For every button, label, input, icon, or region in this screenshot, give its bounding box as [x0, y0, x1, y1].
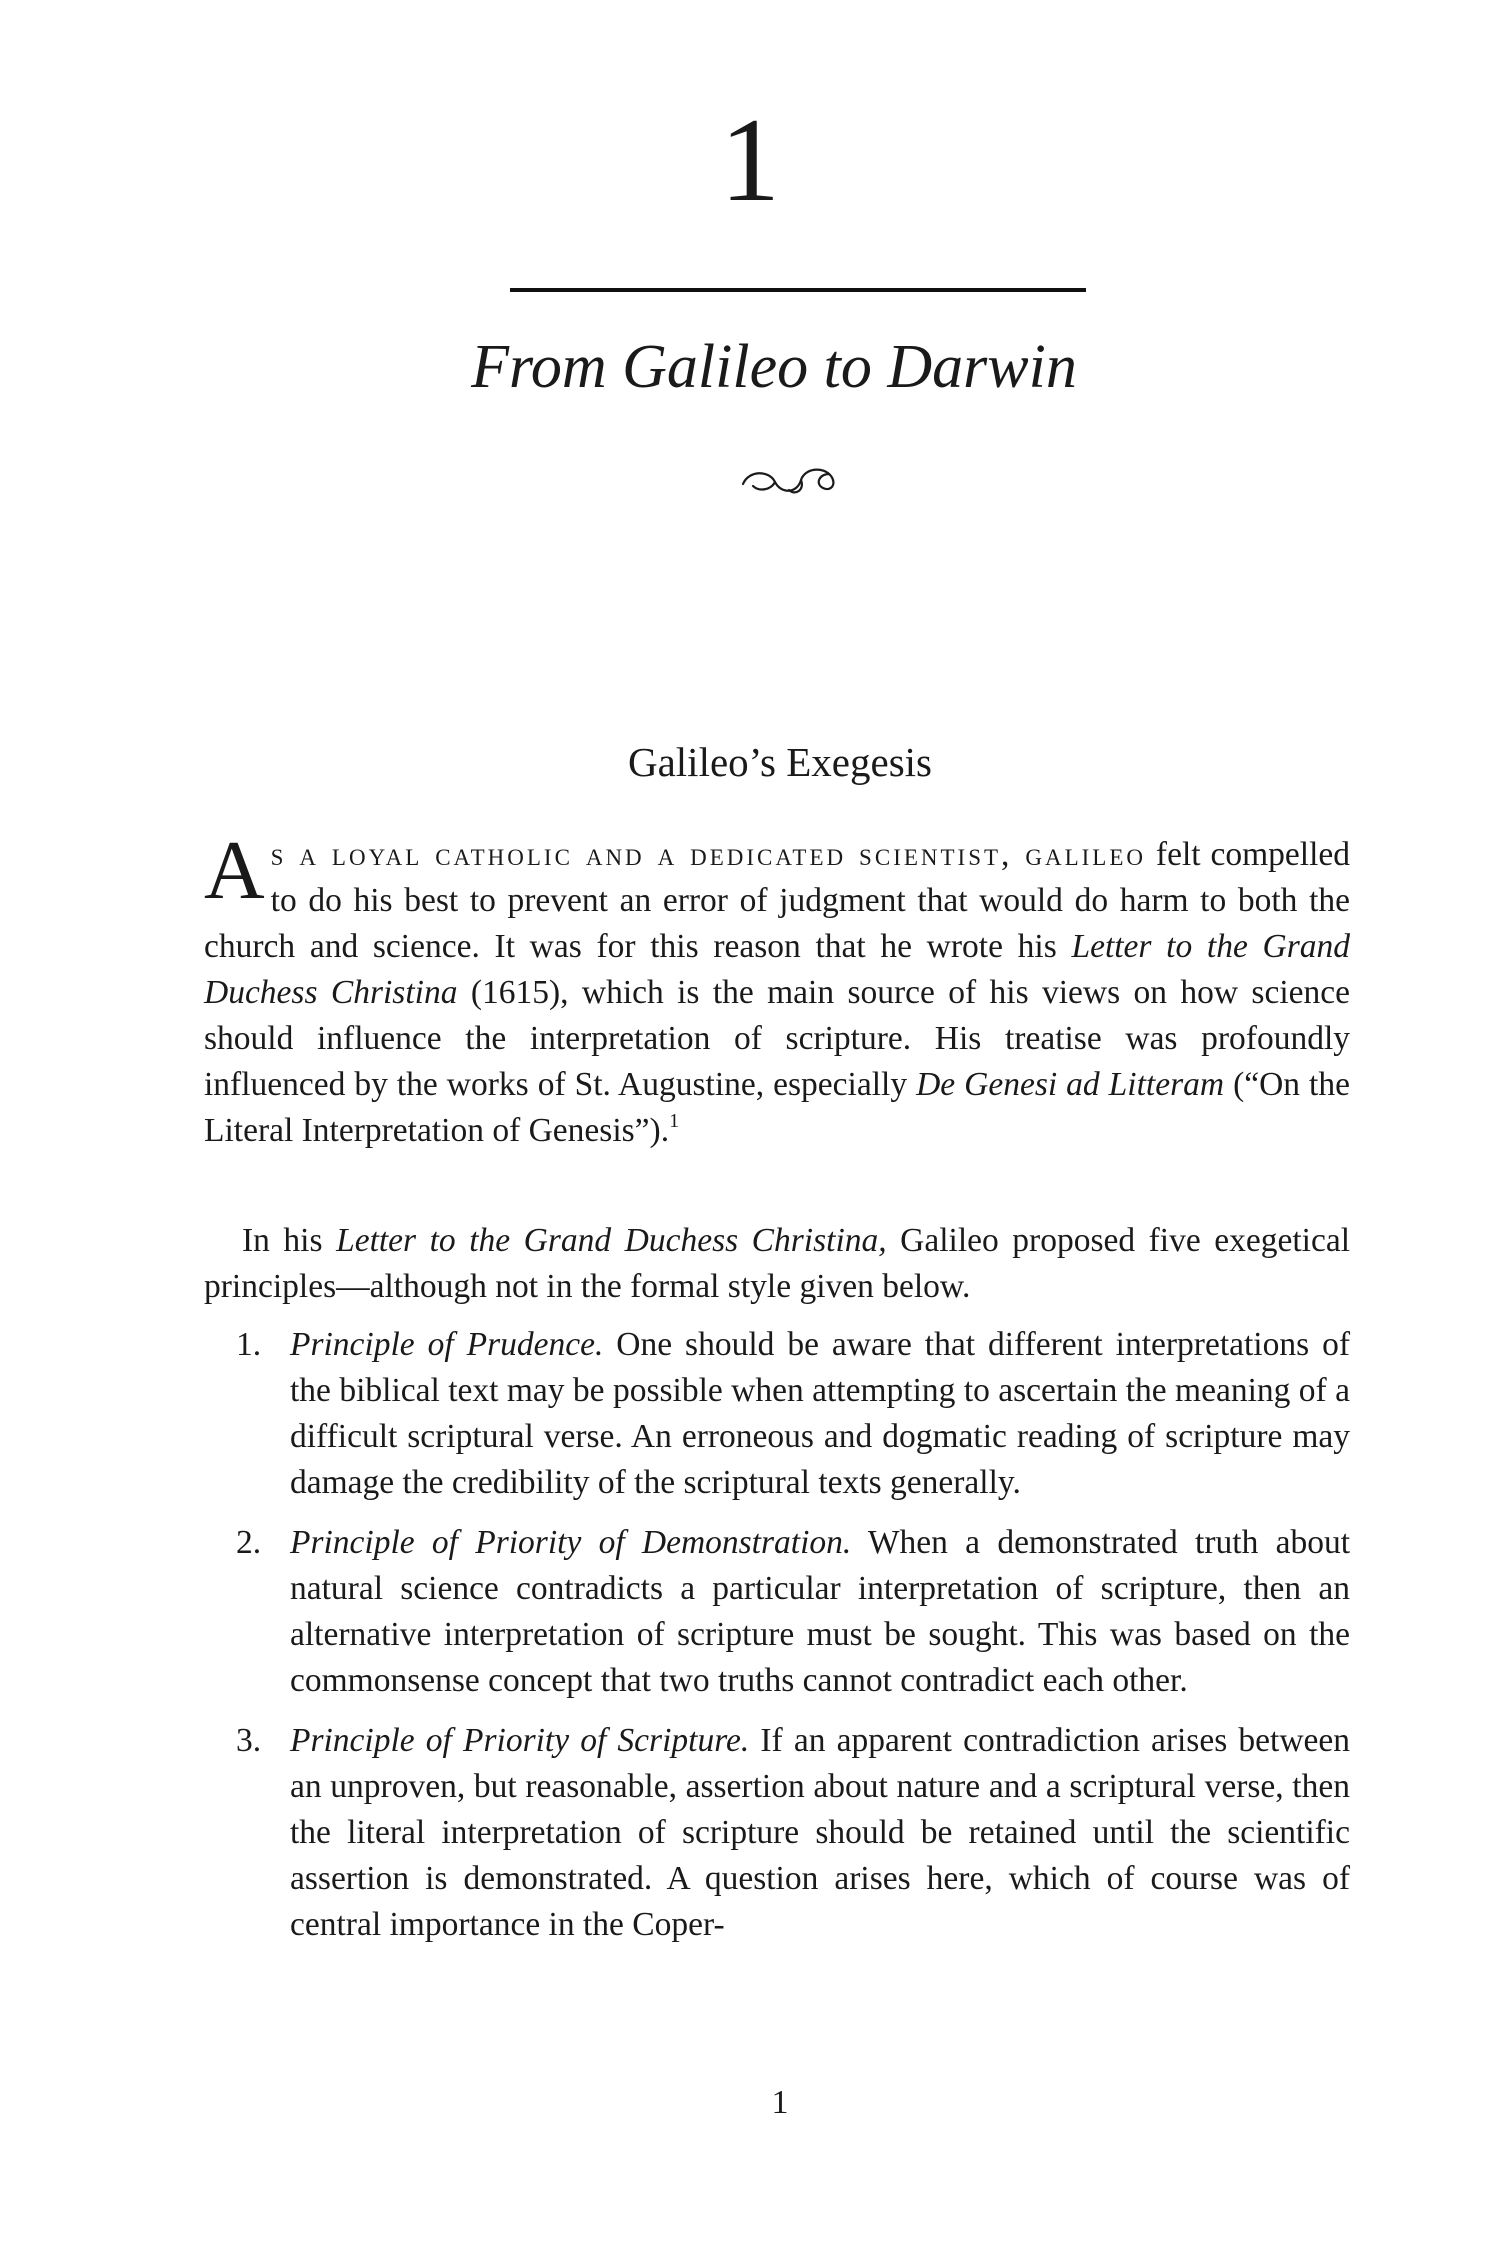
list-item: [204, 1322, 1350, 1506]
chapter-title: From Galileo to Darwin: [471, 333, 1077, 401]
list-item-number: 1.: [236, 1326, 262, 1363]
principles-list: [204, 1322, 1350, 1962]
principle-title: Principle of Priority of Scripture.: [290, 1722, 750, 1759]
drop-cap: A: [204, 824, 265, 917]
work-title-letter: Letter to the Grand Duchess Christina: [204, 928, 1350, 1011]
page-number: 1: [771, 2084, 789, 2121]
footnote-marker[interactable]: 1: [669, 1110, 680, 1132]
principle-title: Principle of Priority of Demonstration.: [290, 1524, 852, 1561]
paragraph-text: felt compelled to do his best to prevent an error of judgment that would do harm to both the church and science. It was for this reason that he wrote his: [204, 836, 1350, 965]
chapter-rule: [510, 288, 1086, 292]
list-item-number: 2.: [236, 1524, 262, 1561]
paragraph-text: (1615), which is the main source of his views on how science should influence the interpretation of scripture. His treatise was profoundly influenced by the works of St. Augustine, especially: [204, 974, 1350, 1103]
paragraph-text: In his: [242, 1222, 337, 1259]
paragraph-text: Galileo proposed five exegetical principles—although not in the formal style given below.: [204, 1222, 1351, 1305]
principle-text: One should be aware that different interpretations of the biblical text may be possible when attempting to ascertain the meaning of a difficult scriptural verse. An erroneous and dogmatic reading of scripture may damage the credibility of the scriptural texts generally.: [290, 1326, 1350, 1501]
opening-paragraph: [204, 824, 1350, 1154]
chapter-number: 1: [720, 93, 780, 226]
work-title-de-genesi: De Genesi ad Litteram: [916, 1066, 1225, 1103]
principle-text: When a demonstrated truth about natural science contradicts a particular interpretation of scripture, then an alternative interpretation of scripture must be sought. This was based on the commonsense concept that two truths cannot contradict each other.: [290, 1524, 1351, 1699]
opening-smallcaps: s a loyal catholic and a dedicated scientist, galileo: [270, 836, 1146, 873]
section-heading: Galileo’s Exegesis: [627, 739, 933, 785]
paragraph-text: (“On the Literal Interpretation of Genesis”).: [204, 1066, 1350, 1149]
list-item-number: 3.: [236, 1722, 262, 1759]
flourish-ornament-icon: [735, 460, 845, 500]
principle-title: Principle of Prudence.: [290, 1326, 604, 1363]
work-title-letter: Letter to the Grand Duchess Christina,: [336, 1222, 887, 1259]
list-item: [204, 1718, 1350, 1948]
list-item: [204, 1520, 1350, 1704]
second-paragraph: [204, 1218, 1350, 1310]
principle-text: If an apparent contradiction arises between an unproven, but reasonable, assertion about nature and a scriptural verse, then the literal interpretation of scripture should be retained until the scientific assertion is demonstrated. A question arises here, which of course was of central importance in the Coper-: [290, 1722, 1350, 1943]
